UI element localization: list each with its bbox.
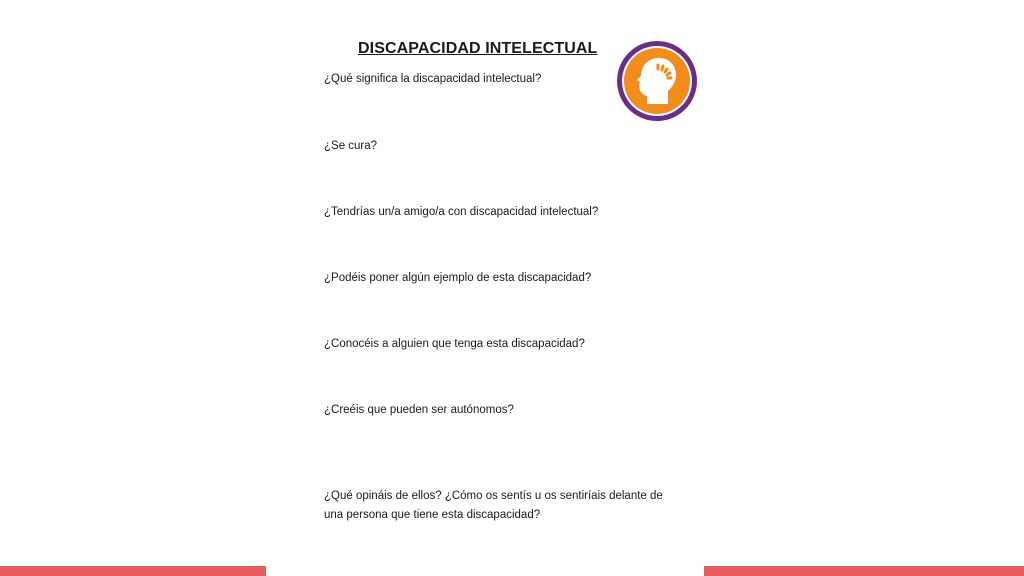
accent-bar-left <box>0 566 266 576</box>
head-brain-icon <box>614 38 700 124</box>
question-4: ¿Podéis poner algún ejemplo de esta discapacidad? <box>324 272 592 284</box>
question-3: ¿Tendrías un/a amigo/a con discapacidad intelectual? <box>324 206 599 218</box>
question-1: ¿Qué significa la discapacidad intelectual? <box>324 73 542 85</box>
question-7: ¿Qué opináis de ellos? ¿Cómo os sentís u os sentiríais delante de una persona que tiene esta discapacidad? <box>324 490 663 521</box>
question-6: ¿Creéis que pueden ser autónomos? <box>324 404 514 416</box>
question-2: ¿Se cura? <box>324 140 378 152</box>
page-title: DISCAPACIDAD INTELECTUAL <box>358 40 598 57</box>
accent-bar-right <box>704 566 1024 576</box>
question-5: ¿Conocéis a alguien que tenga esta discapacidad? <box>324 338 585 350</box>
